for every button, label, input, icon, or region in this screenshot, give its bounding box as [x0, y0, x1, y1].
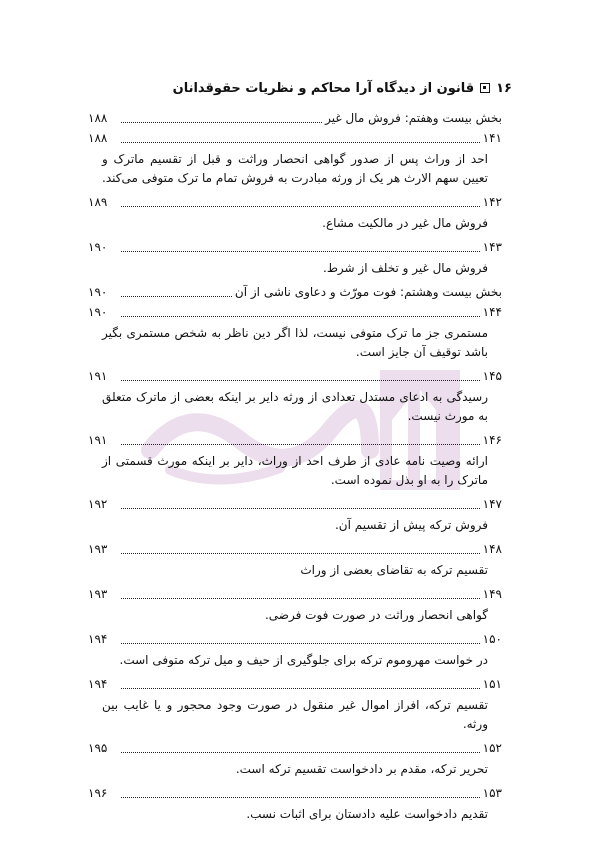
toc-entry-description: رسیدگی به ادعای مستدل تعدادی از ورثه دایر بر اینکه بعضی از ماترک متعلق به مورث نیست. — [102, 390, 488, 423]
dot-leader — [121, 251, 480, 252]
toc-item-number: ۱۴۱ — [482, 131, 502, 145]
toc-item-number: ۱۵۰ — [482, 632, 502, 646]
dot-leader — [121, 142, 480, 143]
toc-page-number: ۱۹۴ — [88, 677, 108, 691]
toc-item-number: ۱۵۱ — [482, 677, 502, 691]
dot-leader — [121, 380, 480, 381]
toc-page-number: ۱۸۹ — [88, 195, 108, 209]
toc-item-row[interactable] — [88, 629, 502, 649]
toc-page-number: ۱۹۳ — [88, 542, 108, 556]
toc-item-row[interactable] — [88, 584, 502, 604]
toc-page-number: ۱۹۱ — [88, 433, 108, 447]
toc-item-row[interactable] — [88, 539, 502, 559]
dot-leader — [121, 122, 322, 123]
toc-item-number: ۱۴۷ — [482, 497, 502, 511]
toc-entry-description: فروش ترکه پیش از تقسیم آن. — [334, 518, 488, 532]
toc-item-row[interactable] — [88, 128, 502, 148]
toc-entry-description: ارائه وصیت نامه عادی از طرف احد از وراث، دایر بر اینکه مورث قسمتی از ماترک را به او بذل نموده است. — [102, 454, 488, 487]
toc-entry-description: تقدیم دادخواست علیه دادستان برای اثبات نسب. — [246, 807, 488, 821]
toc-item-number: ۱۴۲ — [482, 195, 502, 209]
dot-leader — [121, 688, 480, 689]
toc-entry-description: گواهی انحصار وراثت در صورت فوت فرضی. — [264, 608, 488, 622]
toc-entry-description: تقسیم ترکه، افراز اموال غیر منقول در صورت وجود محجور و یا غایب بین ورثه. — [102, 698, 488, 731]
toc-page-number: ۱۹۴ — [88, 632, 108, 646]
toc-item-row[interactable] — [88, 738, 502, 758]
toc-entry-description: مستمری جز ما ترک متوفی نیست، لذا اگر دین ناظر به شخص مستمری بگیر باشد توقیف آن جایز است. — [102, 326, 488, 359]
dot-leader — [121, 598, 480, 599]
toc-item-row[interactable] — [88, 366, 502, 386]
toc-item-number: ۱۵۳ — [482, 786, 502, 800]
toc-item-number: ۱۴۵ — [482, 369, 502, 383]
dot-leader — [121, 643, 480, 644]
toc-section-title: بخش بیست وهفتم: فروش مال غیر — [325, 111, 502, 125]
dot-leader — [121, 296, 232, 297]
toc-item-row[interactable] — [88, 494, 502, 514]
toc-page-number: ۱۹۳ — [88, 587, 108, 601]
toc-entry-description: فروش مال غیر و تخلف از شرط. — [323, 261, 488, 275]
toc-page-number: ۱۹۶ — [88, 786, 108, 800]
dot-leader — [121, 508, 480, 509]
toc-section-row[interactable] — [88, 108, 502, 128]
dot-leader — [121, 316, 480, 317]
square-bullet-icon — [480, 83, 490, 93]
toc-item-number: ۱۴۹ — [482, 587, 502, 601]
toc-item-row[interactable] — [88, 302, 502, 322]
toc-section-title: بخش بیست وهشتم: فوت مورّث و دعاوی ناشی از آن — [234, 285, 502, 299]
toc-item-row[interactable] — [88, 430, 502, 450]
header-book-title: قانون از دیدگاه آرا محاکم و نظریات حقوقدانان — [172, 80, 475, 96]
toc-item-number: ۱۴۳ — [482, 240, 502, 254]
dot-leader — [121, 553, 480, 554]
dot-leader — [121, 797, 480, 798]
toc-section-row[interactable] — [88, 282, 502, 302]
toc-item-row[interactable] — [88, 192, 502, 212]
toc-page-number: ۱۹۰ — [88, 285, 108, 299]
toc-page-number: ۱۹۱ — [88, 369, 108, 383]
toc-item-row[interactable] — [88, 783, 502, 803]
toc-page-number: ۱۹۲ — [88, 497, 108, 511]
header-page-number: ۱۶ — [496, 80, 512, 96]
toc-entry-description: تحریر ترکه، مقدم بر دادخواست تقسیم ترکه است. — [235, 762, 488, 776]
toc-item-number: ۱۵۲ — [482, 741, 502, 755]
toc-item-row[interactable] — [88, 237, 502, 257]
toc-page-number: ۱۹۰ — [88, 240, 108, 254]
toc-entry-description: فروش مال غیر در مالکیت مشاع. — [322, 216, 488, 230]
toc-page-number: ۱۸۸ — [88, 131, 108, 145]
toc-item-number: ۱۴۸ — [482, 542, 502, 556]
toc-entry-description: احد از وراث پس از صدور گواهی انحصار وراثت و قبل از تقسیم ماترک و تعیین سهم الارث هر یک از ورثه مبادرت به فروش تمام ما ترک متوفی می‌کند. — [102, 152, 488, 185]
dot-leader — [121, 206, 480, 207]
dot-leader — [121, 752, 480, 753]
dot-leader — [121, 444, 480, 445]
toc-item-number: ۱۴۴ — [482, 305, 502, 319]
toc-item-row[interactable] — [88, 674, 502, 694]
page-header — [88, 78, 512, 98]
toc-entry-description: در خواست مهروموم ترکه برای جلوگیری از حیف و میل ترکه متوفی است. — [119, 653, 488, 667]
table-of-contents — [88, 108, 502, 828]
toc-page-number: ۱۹۰ — [88, 305, 108, 319]
toc-page-number: ۱۹۵ — [88, 741, 108, 755]
toc-entry-description: تقسیم ترکه به تقاضای بعضی از وراث — [300, 563, 488, 577]
toc-item-number: ۱۴۶ — [482, 433, 502, 447]
toc-page-number: ۱۸۸ — [88, 111, 108, 125]
